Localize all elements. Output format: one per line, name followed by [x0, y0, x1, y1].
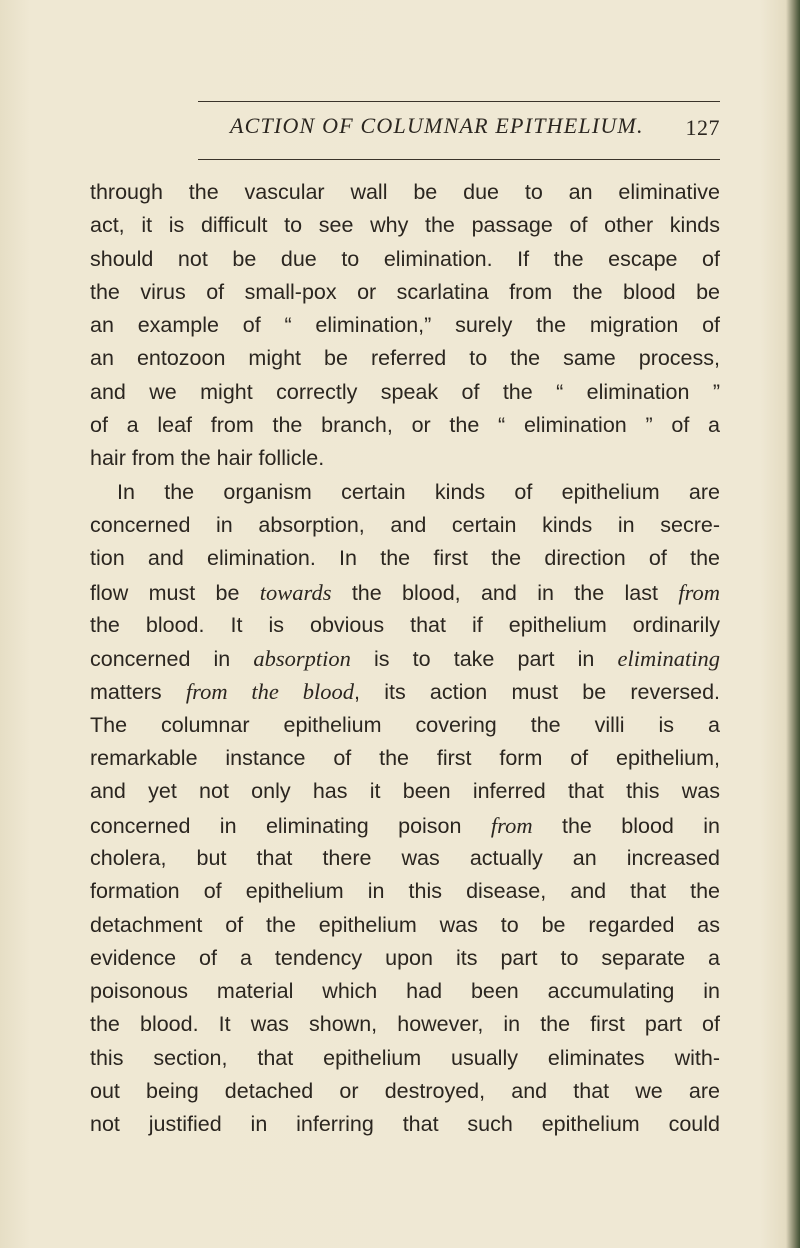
running-title: ACTION OF COLUMNAR EPITHELIUM.	[230, 113, 644, 138]
text-line	[90, 809, 720, 842]
text-line	[90, 1108, 720, 1141]
text-segment: the virus of small-pox or scarlatina from the blood be	[90, 279, 720, 304]
text-line	[90, 576, 720, 609]
text-segment: concerned in eliminating poison	[90, 813, 491, 838]
body-text	[90, 176, 720, 1142]
text-segment: and yet not only has it been inferred that this was	[90, 779, 720, 804]
text-segment: through the vascular wall be due to an eliminative	[90, 180, 720, 204]
text-line	[90, 276, 720, 309]
text-segment: detachment of the epithelium was to be regarded as	[90, 912, 720, 937]
text-segment: tion and elimination. In the first the direction of the	[90, 546, 720, 571]
text-line	[90, 975, 720, 1008]
header-rule-top	[198, 101, 720, 102]
text-segment: In the organism certain kinds of epithelium are	[117, 479, 720, 504]
text-line	[90, 675, 720, 708]
text-segment: and we might correctly speak of the “ elimination ”	[90, 379, 720, 404]
text-line	[90, 409, 720, 442]
text-line	[90, 909, 720, 942]
italic-text: towards	[259, 579, 332, 605]
text-line	[90, 509, 720, 542]
text-line	[90, 1075, 720, 1108]
text-line	[90, 1042, 720, 1075]
text-line	[90, 1008, 720, 1041]
text-line	[90, 875, 720, 908]
text-line	[90, 376, 720, 409]
italic-text: eliminating	[617, 646, 721, 672]
italic-text: from the blood	[185, 679, 355, 705]
text-segment: not justified in inferring that such epithelium could	[90, 1112, 720, 1137]
text-line	[90, 309, 720, 342]
italic-text: from	[490, 812, 533, 838]
text-line	[90, 709, 720, 742]
text-line	[90, 609, 720, 642]
running-header	[230, 113, 720, 145]
text-line	[90, 243, 720, 276]
text-segment: the blood in	[532, 813, 720, 838]
text-segment: concerned in	[90, 647, 254, 672]
text-line	[90, 742, 720, 775]
text-segment: The columnar epithelium covering the villi is a	[90, 712, 720, 737]
text-segment: out being detached or destroyed, and that we are	[90, 1079, 720, 1104]
text-segment: poisonous material which had been accumulating in	[90, 979, 720, 1004]
text-line	[90, 642, 720, 675]
text-line	[90, 476, 720, 509]
text-line	[90, 775, 720, 808]
text-segment: concerned in absorption, and certain kinds in secre-	[90, 512, 720, 537]
text-segment: , its action must be reversed.	[354, 680, 720, 705]
text-segment: formation of epithelium in this disease, and that the	[90, 879, 720, 904]
text-segment: evidence of a tendency upon its part to separate a	[90, 945, 720, 970]
header-rule-bottom	[198, 159, 720, 160]
text-line	[90, 176, 720, 209]
page-number: 127	[685, 115, 720, 140]
text-line	[90, 942, 720, 975]
text-line	[90, 209, 720, 242]
text-segment: an entozoon might be referred to the same process,	[90, 346, 720, 371]
text-segment: the blood. It was shown, however, in the first part of	[90, 1012, 720, 1037]
text-segment: this section, that epithelium usually eliminates with-	[90, 1045, 720, 1070]
text-line	[90, 542, 720, 575]
text-segment: should not be due to elimination. If the escape of	[90, 246, 720, 271]
text-segment: an example of “ elimination,” surely the migration of	[90, 313, 720, 338]
text-segment: act, it is difficult to see why the passage of other kinds	[90, 213, 720, 238]
text-segment: hair from the hair follicle.	[90, 446, 325, 471]
text-line	[90, 442, 720, 475]
text-segment: of a leaf from the branch, or the “ elimination ” of a	[90, 413, 720, 438]
text-segment: matters	[90, 680, 186, 705]
text-segment: flow must be	[90, 580, 260, 605]
text-segment: cholera, but that there was actually an increased	[90, 845, 720, 870]
page-edge-shadow	[786, 0, 800, 1248]
text-segment: the blood, and in the last	[331, 580, 679, 605]
text-segment: remarkable instance of the first form of epithelium,	[90, 746, 720, 771]
text-line	[90, 842, 720, 875]
italic-text: absorption	[253, 646, 351, 672]
italic-text: from	[678, 579, 720, 605]
text-segment: the blood. It is obvious that if epithelium ordinarily	[90, 612, 720, 637]
text-segment: is to take part in	[350, 647, 618, 672]
text-line	[90, 342, 720, 375]
